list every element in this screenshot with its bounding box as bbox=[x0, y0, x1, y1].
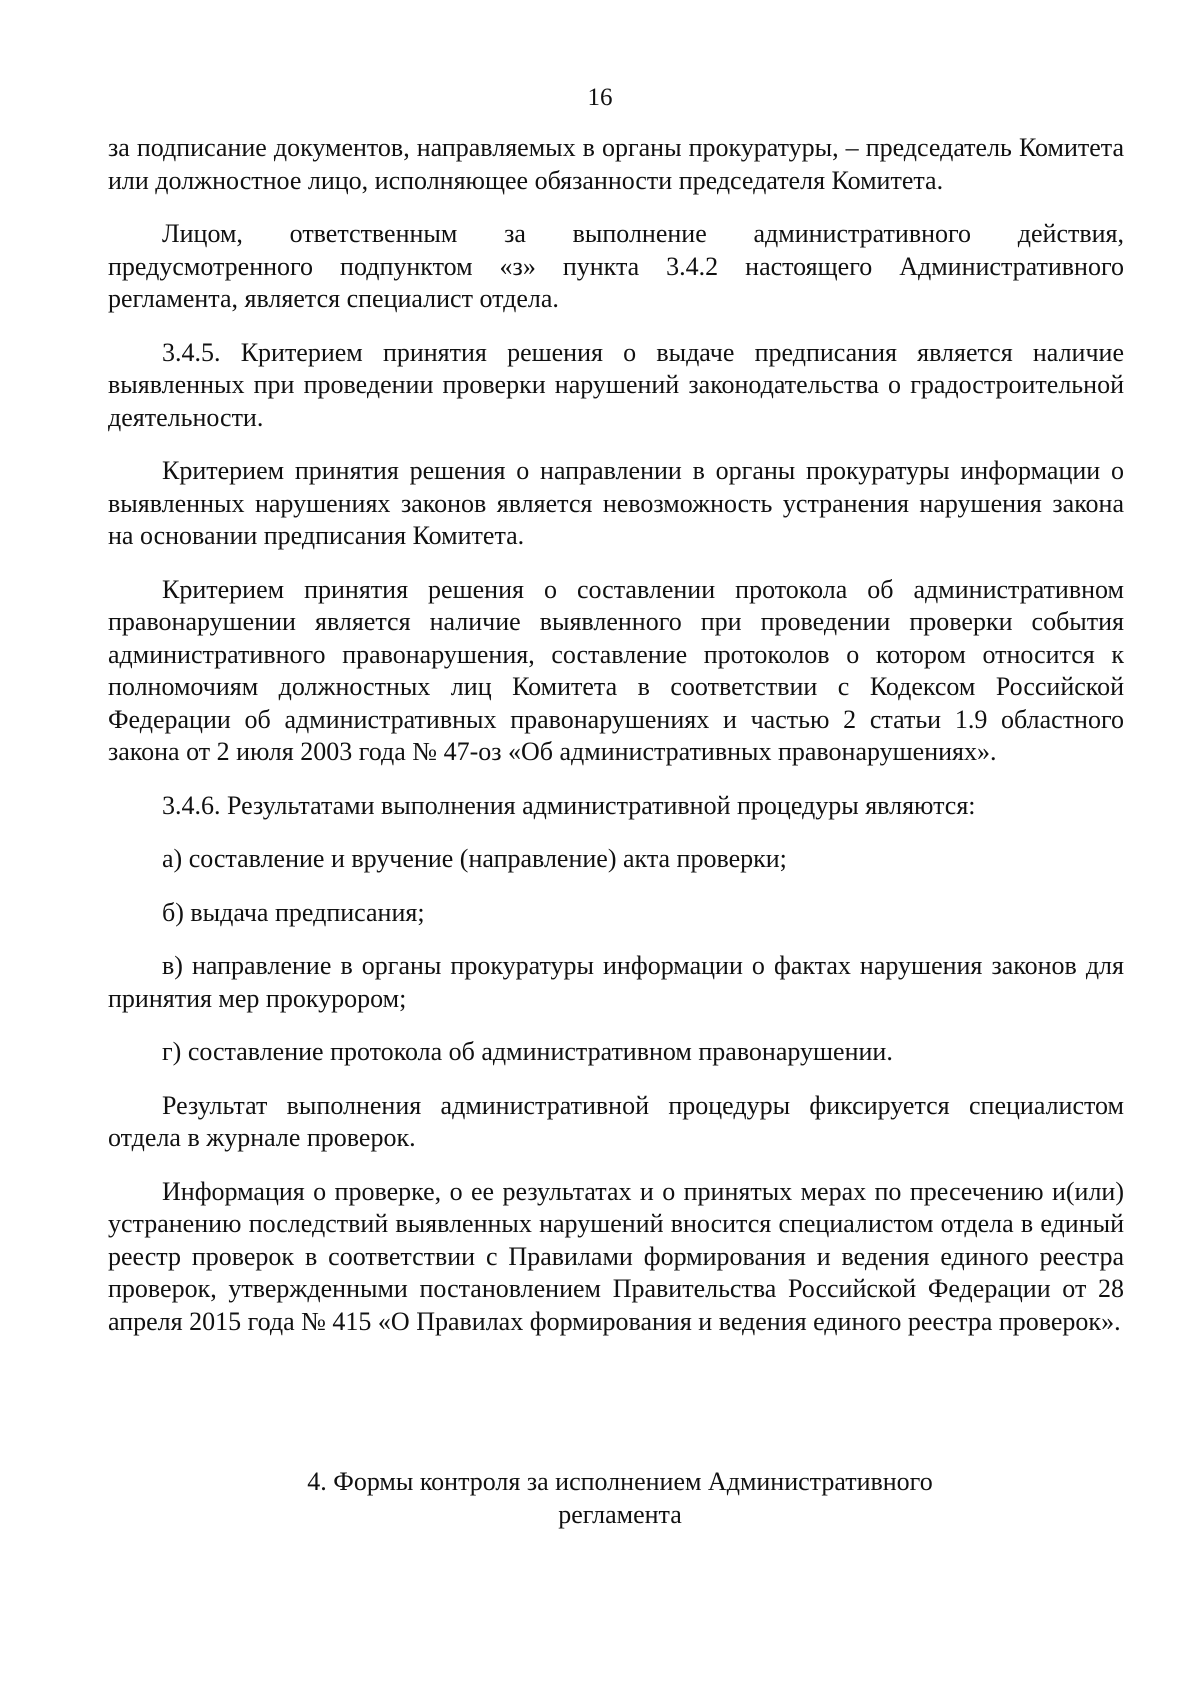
paragraph-3-4-5-criterion-prescription: 3.4.5. Критерием принятия решения о выдаче предписания является наличие выявленных при проведении проверки нарушений законодательства о градостроительной деятельности. bbox=[108, 337, 1124, 432]
paragraph-criterion-protocol: Критерием принятия решения о составлении протокола об административном правонарушении является наличие выявленного при проведении проверки события административного правонарушения, составление протоколов о котором относится к полномочиям должностных лиц Комитета в соответствии с Кодексом Российской Федерации об административных правонарушениях и частью 2 статьи 1.9 областного закона от 2 июля 2003 года № 47-оз «Об административных правонарушениях». bbox=[108, 574, 1124, 766]
section-heading bbox=[240, 1466, 1000, 1531]
list-item-g: г) составление протокола об административном правонарушении. bbox=[162, 1037, 893, 1066]
list-item-v: в) направление в органы прокуратуры информации о фактах нарушения законов для принятия мер прокурором; bbox=[108, 951, 1124, 1013]
paragraph-3-4-6-results: 3.4.6. Результатами выполнения административной процедуры являются: bbox=[162, 790, 976, 820]
section-heading-line-1: 4. Формы контроля за исполнением Административного bbox=[307, 1467, 933, 1496]
list-item-a: а) составление и вручение (направление) акта проверки; bbox=[162, 844, 787, 873]
paragraph-result-recorded: Результат выполнения административной процедуры фиксируется специалистом отдела в журнале проверок. bbox=[108, 1090, 1124, 1152]
paragraph-registry-information: Информация о проверке, о ее результатах и о принятых мерах по пресечению и(или) устранению последствий выявленных нарушений вносится специалистом отдела в единый реестр проверок в соответствии с Правилами формирования и ведения единого реестра проверок, утвержденными постановлением Правительства Российской Федерации от 28 апреля 2015 года № 415 «О Правилах формирования и ведения единого реестра проверок». bbox=[108, 1176, 1124, 1336]
paragraph-criterion-prosecution: Критерием принятия решения о направлении в органы прокуратуры информации о выявленных нарушениях законов является невозможность устранения нарушения закона на основании предписания Комитета. bbox=[108, 456, 1124, 550]
section-heading-line-2: регламента bbox=[558, 1499, 682, 1529]
document-body bbox=[108, 132, 1124, 1359]
page-number: 16 bbox=[587, 84, 613, 111]
paragraph-signing-responsibility: за подписание документов, направляемых в органы прокуратуры, – председатель Комитета или должностное лицо, исполняющее обязанности председателя Комитета. bbox=[108, 133, 1124, 195]
paragraph-responsible-person: Лицом, ответственным за выполнение административного действия, предусмотренного подпунктом «з» пункта 3.4.2 настоящего Административного регламента, является специалист отдела. bbox=[108, 219, 1124, 313]
list-item-b: б) выдача предписания; bbox=[162, 897, 425, 927]
